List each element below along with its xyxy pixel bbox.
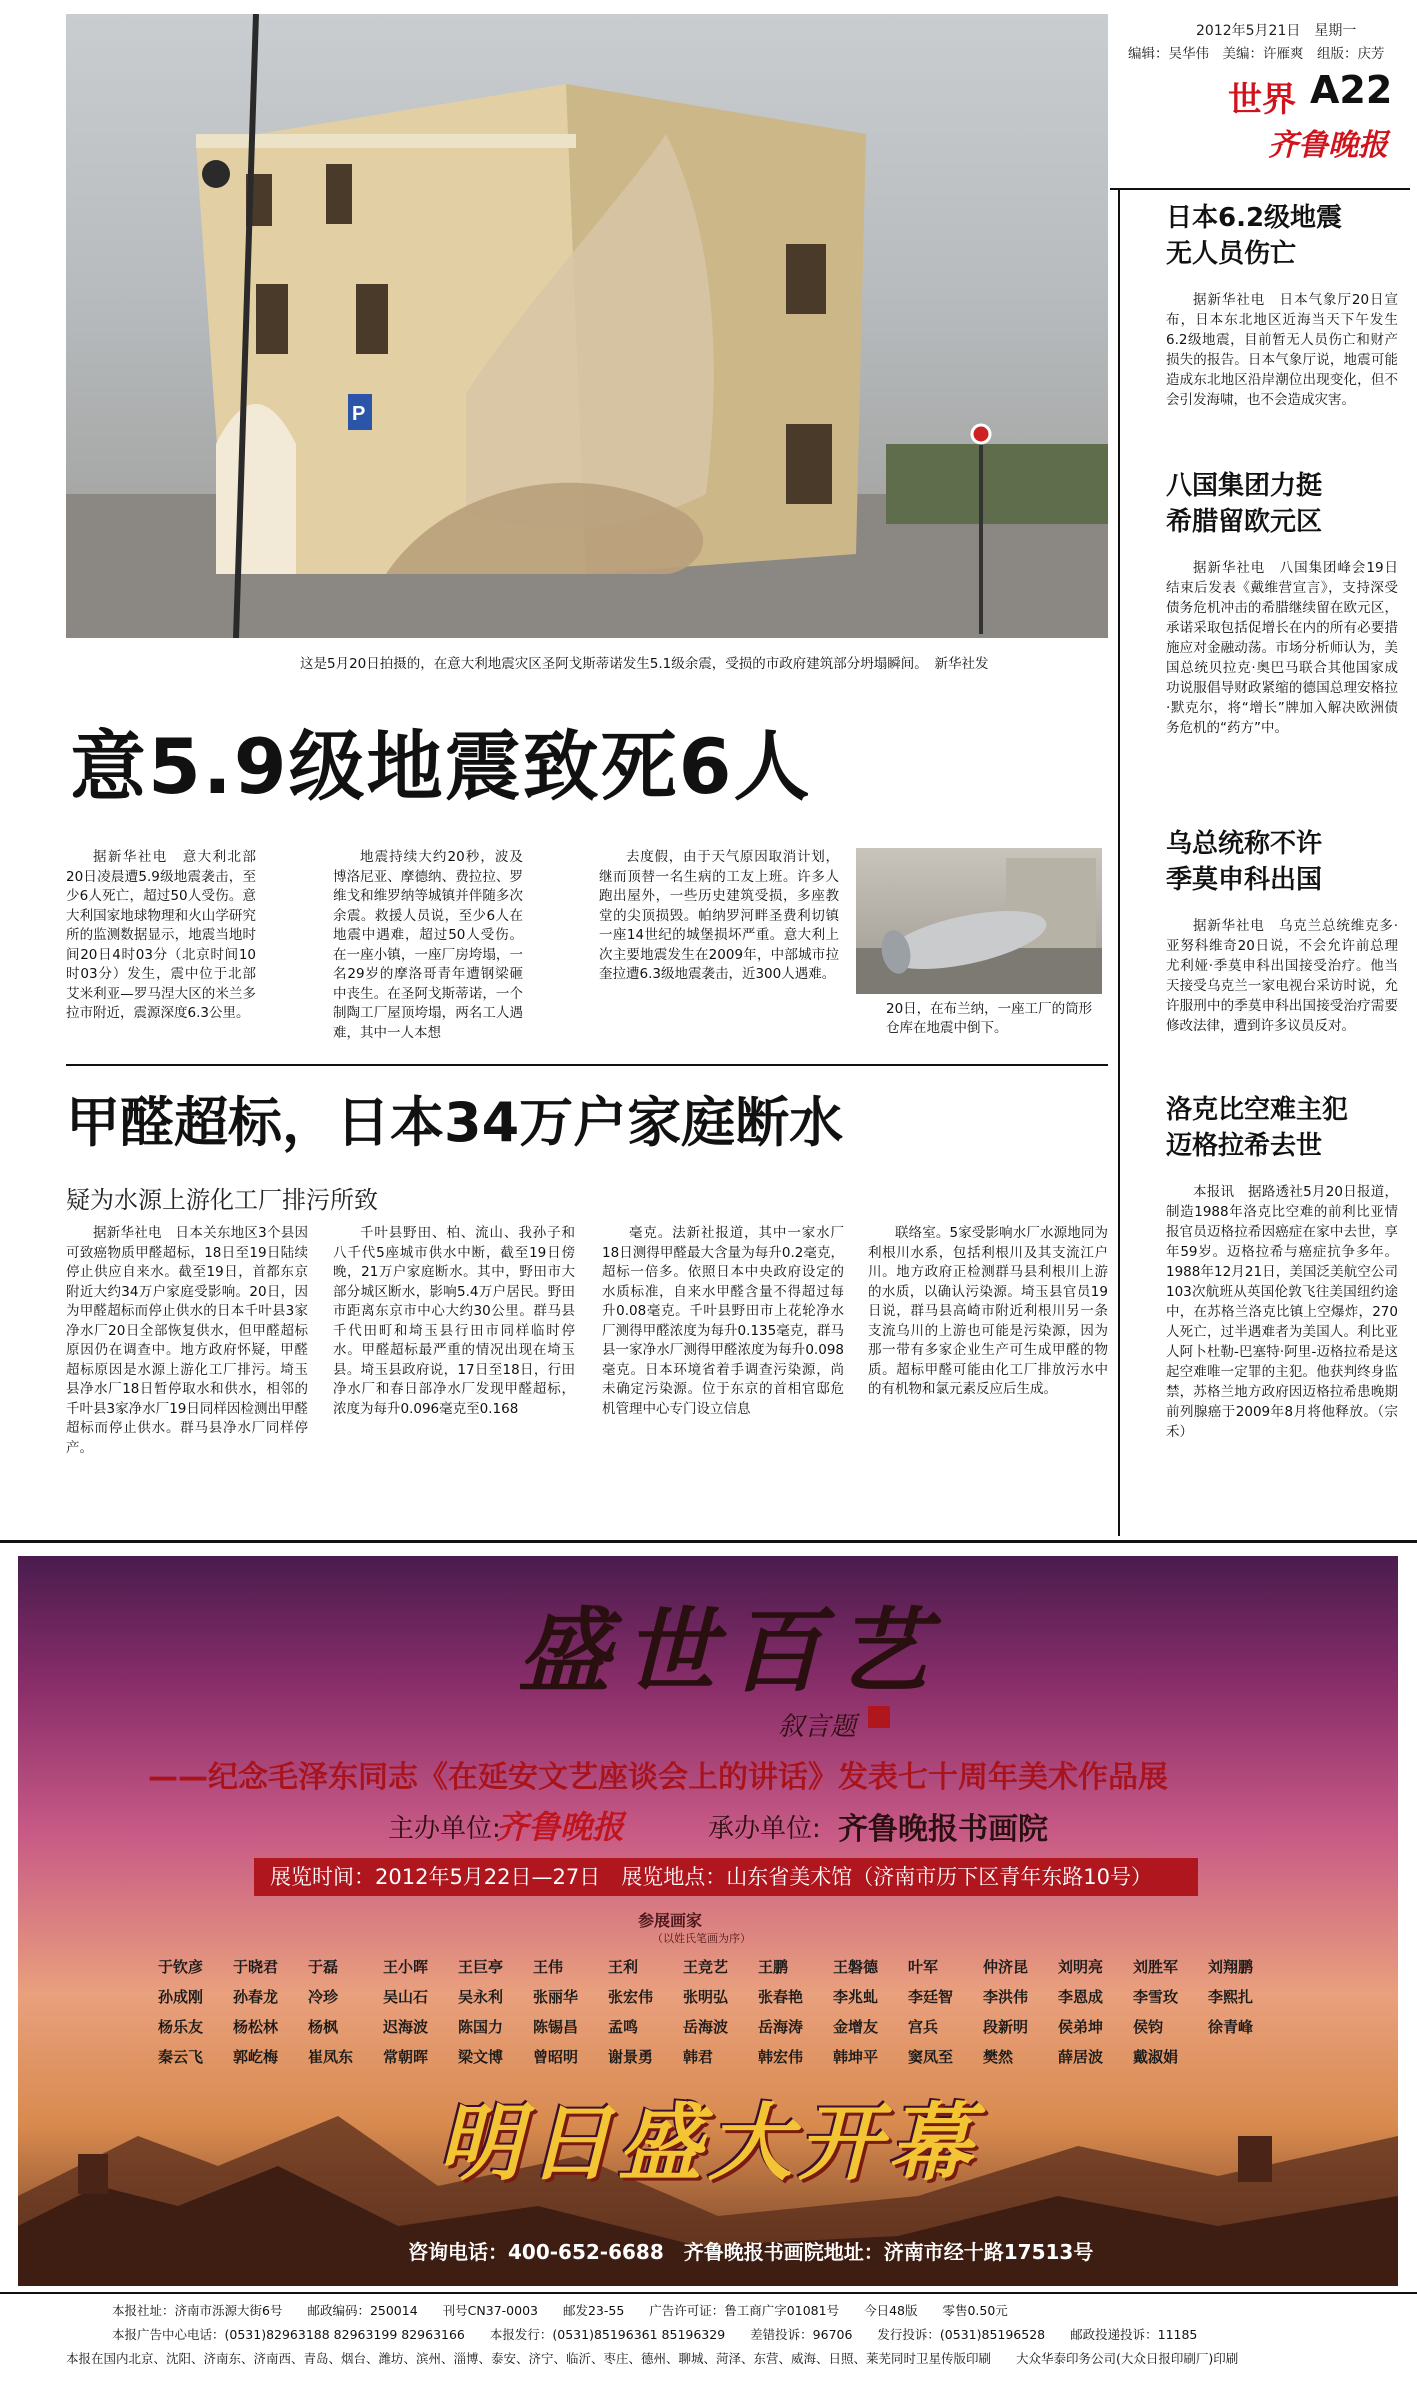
artist-name: 侯钧 <box>1133 2018 1164 2036</box>
lead-bottom-rule <box>66 1064 1108 1066</box>
inset-caption: 20日，在布兰纳，一座工厂的筒形仓库在地震中倒下。 <box>886 1001 1093 1036</box>
artist-name: 郭屹梅 <box>233 2048 279 2066</box>
artist-name: 李熙扎 <box>1208 1988 1254 2006</box>
photo-caption: 这是5月20日拍摄的，在意大利地震灾区圣阿戈斯蒂诺发生5.1级余震，受损的市政府建筑部分坍塌瞬间。 新华社发 <box>300 656 989 672</box>
artist-name: 岳海波 <box>683 2018 729 2036</box>
artist-name: 王巨亭 <box>458 1958 504 1976</box>
artist-name: 秦云飞 <box>158 2048 204 2066</box>
sidebar-headline: 日本6.2级地震 无人员伤亡 <box>1166 203 1343 269</box>
footer-line-3: 本报在国内北京、沈阳、济南东、济南西、青岛、烟台、潍坊、滨州、淄博、泰安、济宁、临沂、枣庄、德州、聊城、菏泽、东营、威海、日照、莱芜同时卫星传版印刷 大众华泰印务公司(大众日报印刷厂)印刷 <box>66 2351 1239 2366</box>
second-col-1: 据新华社电 日本关东地区3个县因可致癌物质甲醛超标，18日至19日陆续停止供应自来水。截至19日，首都东京附近大约34万户家庭受影响。20日，因为甲醛超标而停止供水的日本千叶县3家净水厂20日全部恢复供水，但甲醛超标原因仍在调查中。地方政府怀疑，甲醛超标原因是水源上游化工厂排污。埼玉县净水厂18日暂停取水和供水，相邻的千叶县3家净水厂19日同样因检测出甲醛超标而停止供水。群马县净水厂同样停产。 <box>66 1225 308 1456</box>
ad-slogan: 明日盛大开幕 <box>438 2093 979 2192</box>
second-headline: 甲醛超标，日本34万户家庭断水 <box>66 1091 844 1154</box>
sidebar-item <box>1166 200 1398 468</box>
artist-name: 杨乐友 <box>158 2018 204 2036</box>
time-place-text: 展览时间：2012年5月22日—27日 展览地点：山东省美术馆（济南市历下区青年东路10号） <box>270 1865 1152 1889</box>
artist-name: 杨松林 <box>233 2018 279 2036</box>
artist-name: 王伟 <box>533 1958 564 1976</box>
artist-name: 李洪伟 <box>983 1988 1029 2006</box>
artist-name: 叶军 <box>908 1958 939 1976</box>
artist-name: 李廷智 <box>908 1988 954 2006</box>
second-col-2: 千叶县野田、柏、流山、我孙子和八千代5座城市供水中断，截至19日傍晚，21万户家庭断水。其中，野田市大部分城区断水，影响5.4万户居民。野田市距离东京市中心大约30公里。群马县千代田町和埼玉县行田市同样临时停水。甲醛超标最严重的情况出现在埼玉县。埼玉县政府说，17日至18日，行田净水厂和春日部净水厂发现甲醛超标，浓度为每升0.096毫克至0.168 <box>333 1225 575 1417</box>
sidebar-body: 据新华社电 乌克兰总统维克多·亚努科维奇20日说，不会允许前总理尤利娅·季莫申科出国接受治疗。他当天接受乌克兰一家电视台采访时说，允许服刑中的季莫申科出国接受治疗需要修改法律，遭到许多议员反对。 <box>1166 918 1398 1034</box>
ad-subtitle: ——纪念毛泽东同志《在延安文艺座谈会上的讲话》发表七十周年美术作品展 <box>148 1760 1168 1795</box>
seal-icon <box>868 1706 890 1728</box>
artist-name: 韩宏伟 <box>758 2048 804 2066</box>
artist-name: 岳海涛 <box>758 2018 804 2036</box>
artists-title: 参展画家 <box>638 1911 703 1930</box>
artist-name: 徐青峰 <box>1208 2018 1254 2036</box>
ad-top-rule <box>0 1540 1417 1543</box>
artist-name: 金增友 <box>833 2018 879 2036</box>
footer-line-2: 本报广告中心电话：(0531)82963188 82963199 82963166 本报发行：(0531)85196361 85196329 差错投诉：96706 发行投诉：(0531)85196528 邮政投递投诉：11185 <box>112 2327 1198 2342</box>
organizer-name: 齐鲁晚报书画院 <box>838 1812 1048 1847</box>
second-col-3: 毫克。法新社报道，其中一家水厂18日测得甲醛最大含量为每升0.2毫克，超标一倍多。依照日本中央政府设定的水质标准，自来水甲醛含量不得超过每升0.08毫克。千叶县野田市上花轮净水厂测得甲醛浓度为每升0.135毫克，群马县一家净水厂测得甲醛浓度为每升0.098毫克。日本环境省着手调查污染源，尚未确定污染源。位于东京的首相官邸危机管理中心专门设立信息 <box>602 1225 844 1417</box>
artist-name: 杨枫 <box>308 2018 339 2036</box>
sidebar-headline: 洛克比空难主犯 迈格拉希去世 <box>1166 1095 1349 1161</box>
artist-name: 仲济昆 <box>983 1958 1029 1976</box>
organizer-label: 承办单位: <box>708 1814 821 1844</box>
sidebar-headline: 乌总统称不许 季莫申科出国 <box>1166 829 1323 895</box>
artist-name: 宫兵 <box>908 2018 939 2036</box>
sidebar <box>1166 200 1398 1442</box>
artist-name: 吴永利 <box>458 1988 504 2006</box>
lead-col-2: 地震持续大约20秒，波及博洛尼亚、摩德纳、费拉拉、罗维戈和维罗纳等城镇并伴随多次余震。救援人员说，至少6人在地震中遇难，超过50人受伤。在一座小镇，一座厂房垮塌，一名29岁的摩洛哥青年遭钢梁砸中丧生。在圣阿戈斯蒂诺，一个制陶工厂屋顶垮塌，两名工人遇难，其中一人本想 <box>333 849 523 1041</box>
artist-name: 樊然 <box>983 2048 1014 2066</box>
artist-name: 侯弟坤 <box>1058 2018 1104 2036</box>
artist-name: 窦凤至 <box>908 2048 954 2066</box>
artist-name: 王利 <box>608 1958 639 1976</box>
artist-name: 陈国力 <box>458 2018 504 2036</box>
artist-name: 王鹏 <box>758 1958 789 1976</box>
exhibition-ad <box>18 1556 1398 2286</box>
artist-name: 吴山石 <box>383 1988 429 2006</box>
artist-name: 刘胜军 <box>1133 1958 1179 1976</box>
sidebar-item <box>1166 826 1398 1092</box>
footer-line-1: 本报社址：济南市泺源大街6号 邮政编码：250014 刊号CN37-0003 邮发23-55 广告许可证：鲁工商广字01081号 今日48版 零售0.50元 <box>112 2303 1008 2318</box>
artist-name: 段新明 <box>983 2018 1029 2036</box>
artist-name: 张丽华 <box>533 1988 579 2006</box>
artist-name: 于晓君 <box>233 1958 279 1976</box>
sidebar-headline: 八国集团力挺 希腊留欧元区 <box>1166 471 1323 537</box>
artist-name: 于钦彦 <box>158 1958 204 1976</box>
page-number: A22 <box>1310 68 1393 112</box>
artist-name: 谢景勇 <box>608 2048 654 2066</box>
artists-list <box>158 1952 1298 2072</box>
sidebar-item <box>1166 1092 1398 1442</box>
lead-col-3: 去度假，由于天气原因取消计划，继而顶替一名生病的工友上班。许多人跑出屋外，一些历史建筑受损，多座教堂的尖顶损毁。帕纳罗河畔圣费利切镇一座14世纪的城堡损坏严重。意大利上次主要地震发生在2009年，中部城市拉奎拉遭6.3级地震袭击，近300人遇难。 <box>599 849 839 982</box>
artist-name: 王小晖 <box>383 1958 429 1976</box>
lead-col-1: 据新华社电 意大利北部20日凌晨遭5.9级地震袭击，至少6人死亡，超过50人受伤。意大利国家地球物理和火山学研究所的监测数据显示，地震当地时间20日4时03分（北京时间10时03分）发生，震中位于北部艾米利亚—罗马涅大区的米兰多拉市附近，震源深度6.3公里。 <box>66 849 256 1021</box>
section-name: 世界 <box>1228 80 1296 120</box>
artist-name: 陈锡昌 <box>533 2018 579 2036</box>
artist-name: 孟鸣 <box>608 2018 639 2036</box>
artist-name: 李兆虬 <box>833 1988 879 2006</box>
artists-note: （以姓氏笔画为序） <box>652 1932 751 1945</box>
artist-name: 薛居波 <box>1058 2048 1104 2066</box>
artist-name: 张春艳 <box>758 1988 804 2006</box>
artist-name: 于磊 <box>308 1958 339 1976</box>
artist-name: 李恩成 <box>1058 1988 1104 2006</box>
sidebar-body: 据新华社电 日本气象厅20日宣布，日本东北地区近海当天下午发生6.2级地震，目前暂无人员伤亡和财产损失的报告。日本气象厅说，地震可能造成东北地区沿岸潮位出现变化，但不会引发海啸，也不会造成灾害。 <box>1166 292 1398 408</box>
ad-signature: 叙言题 <box>778 1712 857 1742</box>
column-divider <box>1118 188 1120 1536</box>
paper-logo: 齐鲁晚报 <box>1268 128 1388 163</box>
artist-name: 曾昭明 <box>533 2048 579 2066</box>
parking-sign: P <box>352 403 366 425</box>
artist-name: 刘明亮 <box>1058 1958 1104 1976</box>
artist-name: 张宏伟 <box>608 1988 654 2006</box>
artist-name: 冷珍 <box>308 1988 339 2006</box>
ad-title: 盛世百艺 <box>518 1597 943 1705</box>
artist-name: 孙春龙 <box>233 1988 279 2006</box>
artist-name: 李雪玫 <box>1133 1988 1179 2006</box>
footer-rule <box>0 2292 1417 2294</box>
host-name: 齐鲁晚报 <box>496 1808 625 1846</box>
ad-contact: 咨询电话：400-652-6688 齐鲁晚报书画院地址：济南市经十路17513号 <box>408 2240 1094 2264</box>
lead-headline: 意5.9级地震致死6人 <box>70 722 812 811</box>
artist-name: 梁文博 <box>458 2048 504 2066</box>
sidebar-top-rule <box>1110 188 1410 190</box>
host-label: 主办单位: <box>388 1814 501 1844</box>
artist-name: 常朝晖 <box>383 2048 429 2066</box>
artist-name: 迟海波 <box>383 2018 429 2036</box>
inset-photo <box>856 848 1102 994</box>
artist-name: 张明弘 <box>683 1988 729 2006</box>
issue-date: 2012年5月21日 星期一 <box>1196 23 1357 39</box>
artist-name: 王磐德 <box>833 1958 879 1976</box>
second-subhead: 疑为水源上游化工厂排污所致 <box>66 1186 378 1214</box>
collapsing-building-illustration <box>66 14 1108 638</box>
artist-name: 刘翔鹏 <box>1208 1958 1254 1976</box>
artist-name: 崔凤东 <box>308 2048 354 2066</box>
sidebar-item <box>1166 468 1398 826</box>
artist-name: 孙成刚 <box>158 1988 204 2006</box>
sidebar-body: 本报讯 据路透社5月20日报道，制造1988年洛克比空难的前利比亚情报官员迈格拉希因癌症在家中去世，享年59岁。迈格拉希与癌症抗争多年。1988年12月21日，美国泛美航空公司103次航班从英国伦敦飞往美国纽约途中，在苏格兰洛克比镇上空爆炸，270人死亡，过半遇难者为美国人。利比亚人阿卜杜勒-巴塞特·阿里-迈格拉希是这起空难唯一定罪的主犯。他获判终身监禁，苏格兰地方政府因迈格拉希患晚期前列腺癌于2009年8月将他释放。（宗禾） <box>1166 1184 1398 1440</box>
fallen-silo-illustration <box>856 848 1102 994</box>
time-place-banner <box>254 1858 1198 1896</box>
artist-name: 韩君 <box>683 2048 714 2066</box>
editor-credits: 编辑：吴华伟 美编：许雁爽 组版：庆芳 <box>1128 46 1385 62</box>
main-photo <box>66 14 1108 638</box>
artist-name: 韩坤平 <box>833 2048 879 2066</box>
second-col-4: 联络室。5家受影响水厂水源地同为利根川水系，包括利根川及其支流江户川。地方政府正检测群马县利根川上游的水质，以确认污染源。埼玉县官员19日说，群马县高崎市附近利根川另一条支流乌川的上游也可能是污染源，因为那一带有多家企业生产可生成甲醛的物质。超标甲醛可能由化工厂排放污水中的有机物和氯元素反应后生成。 <box>868 1225 1108 1397</box>
artist-name: 戴淑娟 <box>1133 2048 1179 2066</box>
sidebar-body: 据新华社电 八国集团峰会19日结束后发表《戴维营宣言》，支持深受债务危机冲击的希腊继续留在欧元区，承诺采取包括促增长在内的所有必要措施应对金融动荡。市场分析师认为，美国总统贝拉克·奥巴马联合其他国家成功说服倡导财政紧缩的德国总理安格拉·默克尔，将“增长”牌加入解决欧洲债务危机的“药方”中。 <box>1166 560 1398 736</box>
artist-name: 王竞艺 <box>683 1958 729 1976</box>
